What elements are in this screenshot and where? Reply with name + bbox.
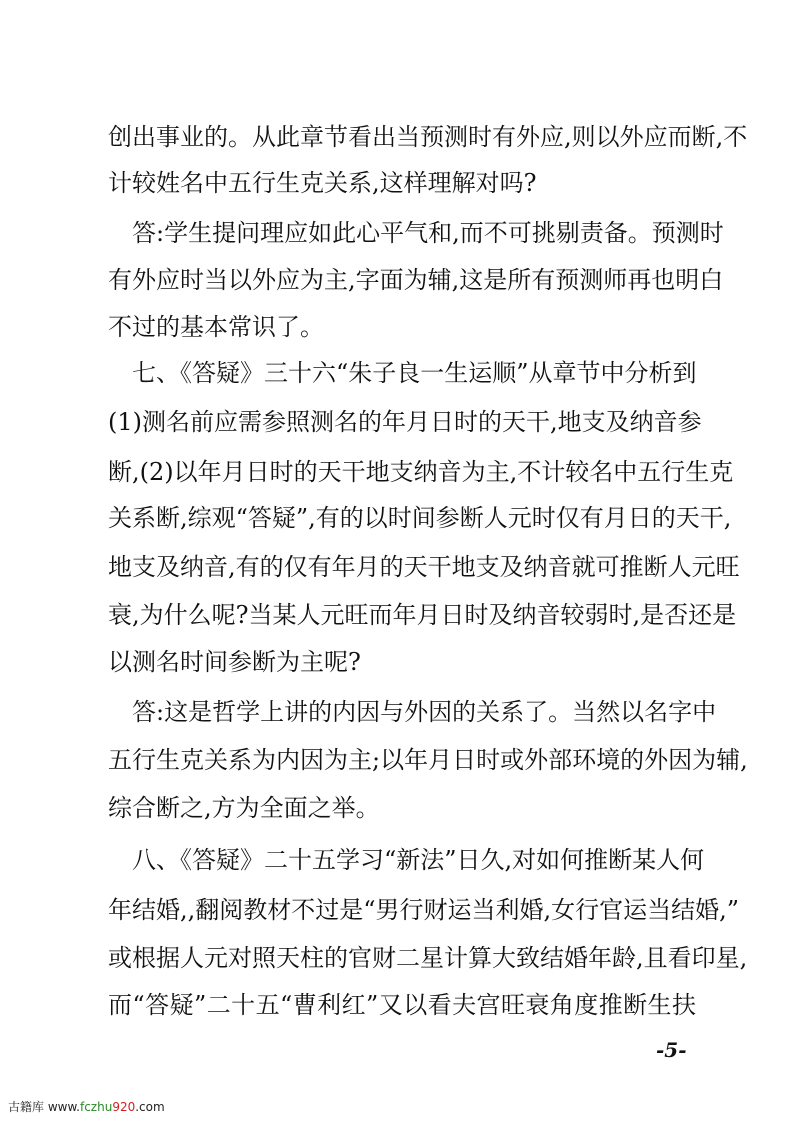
- text-line: (1)测名前应需参照测名的年月日时的天干,地支及纳音参: [108, 408, 702, 436]
- text-line: 断,(2)以年月日时的天干地支纳音为主,不计较名中五行生克: [108, 458, 734, 486]
- watermark-footer: [8, 1098, 165, 1115]
- page-number: -5-: [656, 1038, 687, 1062]
- text-line: 有外应时当以外应为主,字面为辅,这是所有预测师再也明白: [108, 266, 724, 294]
- text-line: 创出事业的。从此章节看出当预测时有外应,则以外应而断,不: [108, 123, 748, 151]
- text-line: 综合断之,方为全面之举。: [108, 794, 380, 822]
- text-line: 或根据人元对照天柱的官财二星计算大致结婚年龄,且看印星,: [108, 944, 748, 972]
- footer-green: fczhu: [79, 1100, 113, 1114]
- text-line: 以测名时间参断为主呢?: [108, 648, 361, 676]
- footer-suffix: .com: [135, 1100, 165, 1114]
- text-line: 关系断,综观“答疑”,有的以时间参断人元时仅有月日的天干,: [108, 504, 732, 532]
- text-line: 衰,为什么呢?当某人元旺而年月日时及纳音较弱时,是否还是: [108, 601, 737, 629]
- text-line: 答:这是哲学上讲的内因与外因的关系了。当然以名字中: [132, 698, 717, 726]
- footer-prefix: 古籍库 www.: [8, 1100, 80, 1114]
- text-line: 计较姓名中五行生克关系,这样理解对吗?: [108, 169, 537, 197]
- text-line: 而“答疑”二十五“曹利红”又以看夫宫旺衰角度推断生扶: [108, 991, 696, 1019]
- text-line: 八、《答疑》二十五学习“新法”日久,对如何推断某人何: [132, 846, 705, 874]
- footer-red: 920: [112, 1100, 136, 1114]
- text-line: 地支及纳音,有的仅有年月的天干地支及纳音就可推断人元旺: [108, 553, 740, 581]
- text-line: 答:学生提问理应如此心平气和,而不可挑剔责备。预测时: [132, 219, 724, 247]
- text-line: 年结婚,,翻阅教材不过是“男行财运当利婚,女行官运当结婚,”: [108, 896, 740, 924]
- text-line: 五行生克关系为内因为主;以年月日时或外部环境的外因为辅,: [108, 746, 748, 774]
- text-line: 七、《答疑》三十六“朱子良一生运顺”从章节中分析到: [132, 359, 697, 387]
- text-line: 不过的基本常识了。: [108, 313, 324, 341]
